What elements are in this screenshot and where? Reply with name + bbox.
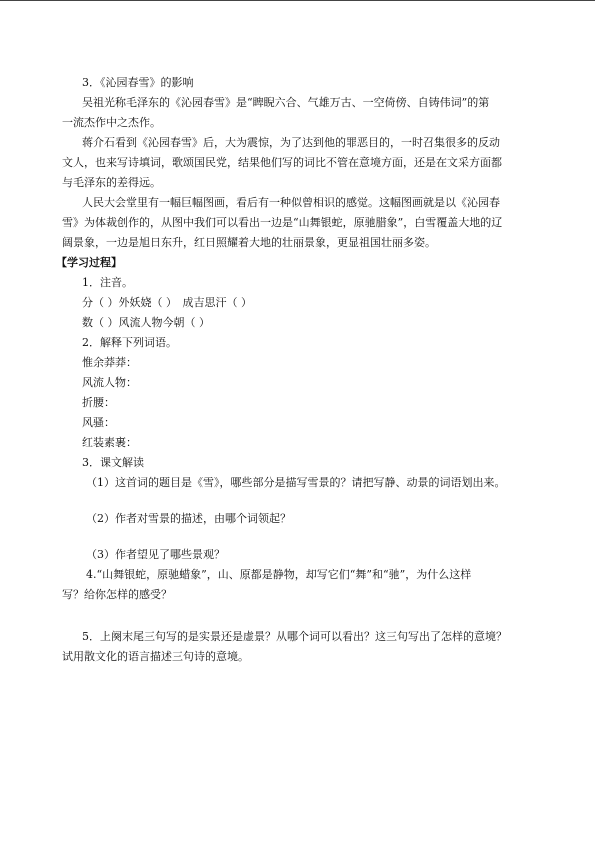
text-line: 红装素裹： — [82, 436, 137, 449]
section-heading: 【学习过程】 — [56, 256, 122, 269]
text-line: 5．上阕末尾三句写的是实景还是虚景？从哪个词可以看出？这三句写出了怎样的意境？ — [82, 630, 507, 643]
text-line: 3．课文解读 — [82, 456, 144, 469]
text-line: 写？给你怎样的感受？ — [62, 588, 172, 601]
spacer — [62, 605, 538, 627]
text-line: 试用散文化的语言描述三句诗的意境。 — [62, 650, 249, 663]
text-line: 数（ ）风流人物今朝（ ） — [82, 316, 210, 329]
text-line: 1．注音。 — [82, 276, 133, 289]
text-line: （3）作者望见了哪些景观？ — [86, 548, 225, 561]
text-line: （2）作者对雪景的描述，由哪个词领起？ — [86, 512, 291, 525]
text-line: （1）这首词的题目是《雪》，哪些部分是描写雪景的？请把写静、动景的词语划出来。 — [86, 476, 506, 489]
document-body — [56, 73, 538, 667]
text-line: 蒋介石看到《沁园春雪》后，大为震惊，为了达到他的罪恶目的，一时召集很多的反动 — [82, 136, 500, 149]
text-line: 与毛泽东的差得远。 — [62, 176, 161, 189]
spacer — [62, 493, 538, 509]
header-rule — [0, 0, 595, 1]
text-line: 2．解释下列词语。 — [82, 336, 177, 349]
text-line: 惟余莽莽： — [82, 356, 137, 369]
text-line: 人民大会堂里有一幅巨幅图画，看后有一种似曾相识的感觉。这幅图画就是以《沁园春 — [82, 196, 500, 209]
text-line: 阔景象，一边是旭日东升，红日照耀着大地的壮丽景象，更显祖国壮丽多姿。 — [62, 236, 436, 249]
text-line: 一流杰作中之杰作。 — [62, 116, 161, 129]
text-line: 分（ ）外妖娆（ ） 成吉思汗（ ） — [82, 296, 252, 309]
text-line: 雪》为体裁创作的，从图中我们可以看出一边是“山舞银蛇，原驰腊象”，白雪覆盖大地的辽 — [62, 216, 503, 229]
text-line: 吴祖光称毛泽东的《沁园春雪》是“睥睨六合、气雄万古、一空倚傍、自铸伟词”的第 — [82, 96, 490, 109]
text-line: 3．《沁园春雪》的影响 — [82, 76, 194, 89]
text-line: 风骚： — [82, 416, 115, 429]
text-line: 4.“山舞银蛇，原驰蜡象”，山、原都是静物，却写它们“舞”和“驰”，为什么这样 — [86, 568, 472, 581]
spacer — [62, 529, 538, 545]
text-line: 折腰： — [82, 396, 115, 409]
text-line: 风流人物： — [82, 376, 137, 389]
text-line: 文人，也来写诗填词，歌颂国民党，结果他们写的词比不管在意境方面，还是在文采方面都 — [62, 156, 502, 169]
